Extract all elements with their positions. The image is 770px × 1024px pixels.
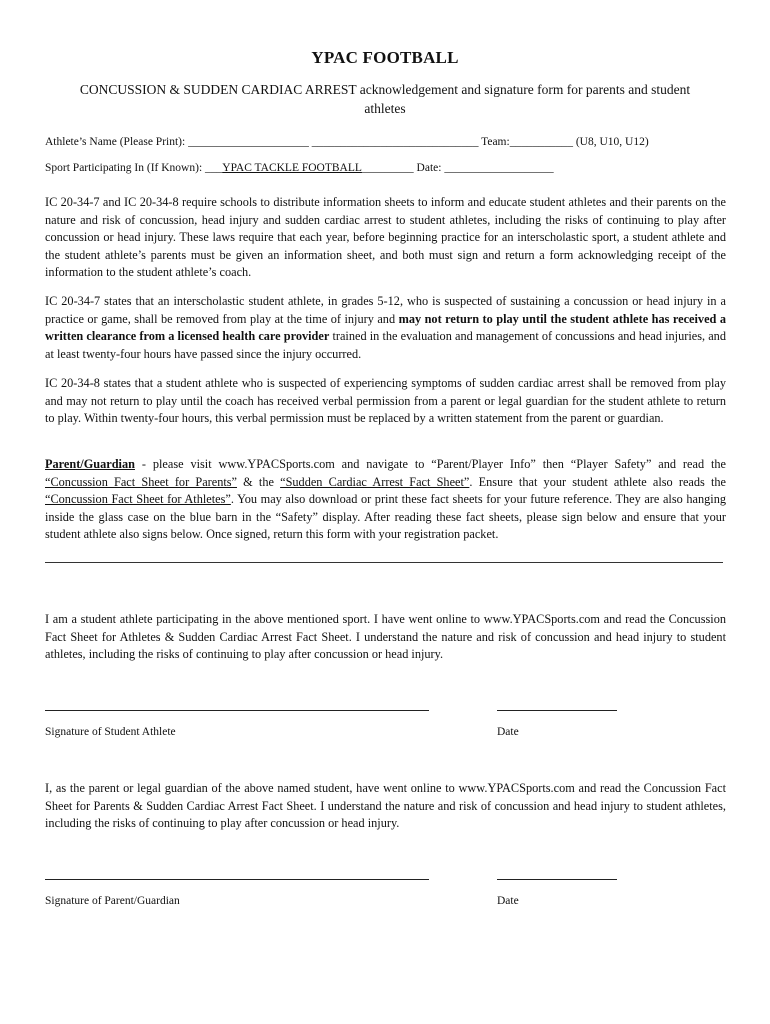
sport-label: Sport Participating In (If Known):: [45, 162, 206, 174]
athlete-signature-line[interactable]: [45, 710, 429, 711]
team-label: Team:: [478, 136, 510, 148]
sport-suffix-blank: _________: [361, 162, 414, 174]
law-intro-paragraph: IC 20-34-7 and IC 20-34-8 require schools to distribute information sheets to inform and educate student athletes and their parents on the nature and risk of concussion, head injury and sudden cardiac arrest to student athletes, including the risks of continuing to play after concussion or head injury. These laws require that each year, before beginning practice for an interscholastic sport, a student athlete and the student athlete’s parents must be given an information sheet, and both must sign and return a form acknowledging receipt of the information to the student athlete’s coach.: [45, 195, 726, 280]
team-options: (U8, U10, U12): [572, 136, 649, 148]
athlete-date-line[interactable]: [497, 710, 617, 711]
parent-statement-paragraph: I, as the parent or legal guardian of the above named student, have went online to www.YPACSports.com and read the Concussion Fact Sheet for Parents & Sudden Cardiac Arrest Fact Sheet. I understand the nature and risk of concussion and head injury to student athletes, including the risks of continuing to play after concussion or head injury.: [45, 781, 726, 831]
athlete-info-line: [45, 136, 649, 148]
team-field[interactable]: ___________: [509, 136, 573, 148]
sport-info-line: [45, 162, 554, 174]
parent-instructions-text-c: . Ensure that your student athlete also reads the: [469, 474, 726, 489]
athlete-statement-paragraph: I am a student athlete participating in the above mentioned sport. I have went online to www.YPACSports.com and read the Concussion Fact Sheet for Athletes & Sudden Cardiac Arrest Fact Sheet. I understand the nature and risk of concussion and head injury to student athletes, including the risks of continuing to play after concussion or head injury.: [45, 612, 726, 662]
document-subtitle: CONCUSSION & SUDDEN CARDIAC ARREST acknowledgement and signature form for parents and student athletes: [79, 82, 691, 116]
sport-value[interactable]: YPAC TACKLE FOOTBALL: [222, 162, 362, 174]
date-field[interactable]: ___________________: [444, 162, 554, 174]
cardiac-law-paragraph: IC 20-34-8 states that a student athlete who is suspected of experiencing symptoms of sudden cardiac arrest shall be removed from play and may not return to play until the coach has received verbal permission from a parent or legal guardian for the student athlete to return to play. Within twenty-four hours, this verbal permission must be replaced by a written statement from the parent or guardian.: [45, 376, 726, 426]
section-divider: [45, 562, 723, 563]
sport-prefix-blank: ___: [205, 162, 223, 174]
concussion-law-text-a: IC 20-34-7 states that an interscholastic student athlete, in grades 5-12, who is suspected of sustaining a concussion or head injury in a practice or game, shall be removed from play at the time of injury and: [45, 294, 726, 326]
athlete-name-field[interactable]: _____________________ _____________________________: [188, 136, 479, 148]
concussion-law-paragraph: [45, 293, 726, 363]
concussion-law-text-b: trained in the evaluation and management of concussions and head injuries, and at least twenty-four hours have passed since the injury occurred.: [45, 329, 726, 361]
concussion-parents-link[interactable]: “Concussion Fact Sheet for Parents”: [45, 474, 238, 489]
parent-guardian-heading: Parent/Guardian: [45, 457, 135, 471]
cardiac-arrest-link[interactable]: “Sudden Cardiac Arrest Fact Sheet”: [280, 474, 470, 489]
athlete-date-label: Date: [497, 726, 519, 738]
parent-instructions-paragraph: [45, 456, 726, 544]
parent-signature-label: Signature of Parent/Guardian: [45, 895, 180, 907]
document-title: YPAC FOOTBALL: [311, 48, 459, 67]
athlete-signature-label: Signature of Student Athlete: [45, 726, 176, 738]
concussion-law-bold-text: may not return to play until the student athlete has received a written clearance from a licensed health care provider: [45, 311, 727, 344]
parent-date-line[interactable]: [497, 879, 617, 880]
parent-signature-line[interactable]: [45, 879, 429, 880]
parent-date-label: Date: [497, 895, 519, 907]
parent-instructions-text-d: . You may also download or print these fact sheets for your future reference. They are also hanging inside the glass case on the blue barn in the “Safety” display. After reading these fact sheets, please sign below and ensure that your student athlete also signs below. Once signed, return this form with your registration packet.: [45, 492, 726, 542]
date-label: Date:: [413, 162, 445, 174]
concussion-athletes-link[interactable]: “Concussion Fact Sheet for Athletes”: [45, 492, 231, 507]
athlete-name-label: Athlete’s Name (Please Print):: [45, 136, 189, 148]
parent-instructions-text-a: - please visit www.YPACSports.com and navigate to “Parent/Player Info” then “Player Safety” and read the: [134, 457, 726, 471]
parent-instructions-text-b: & the: [237, 474, 281, 489]
